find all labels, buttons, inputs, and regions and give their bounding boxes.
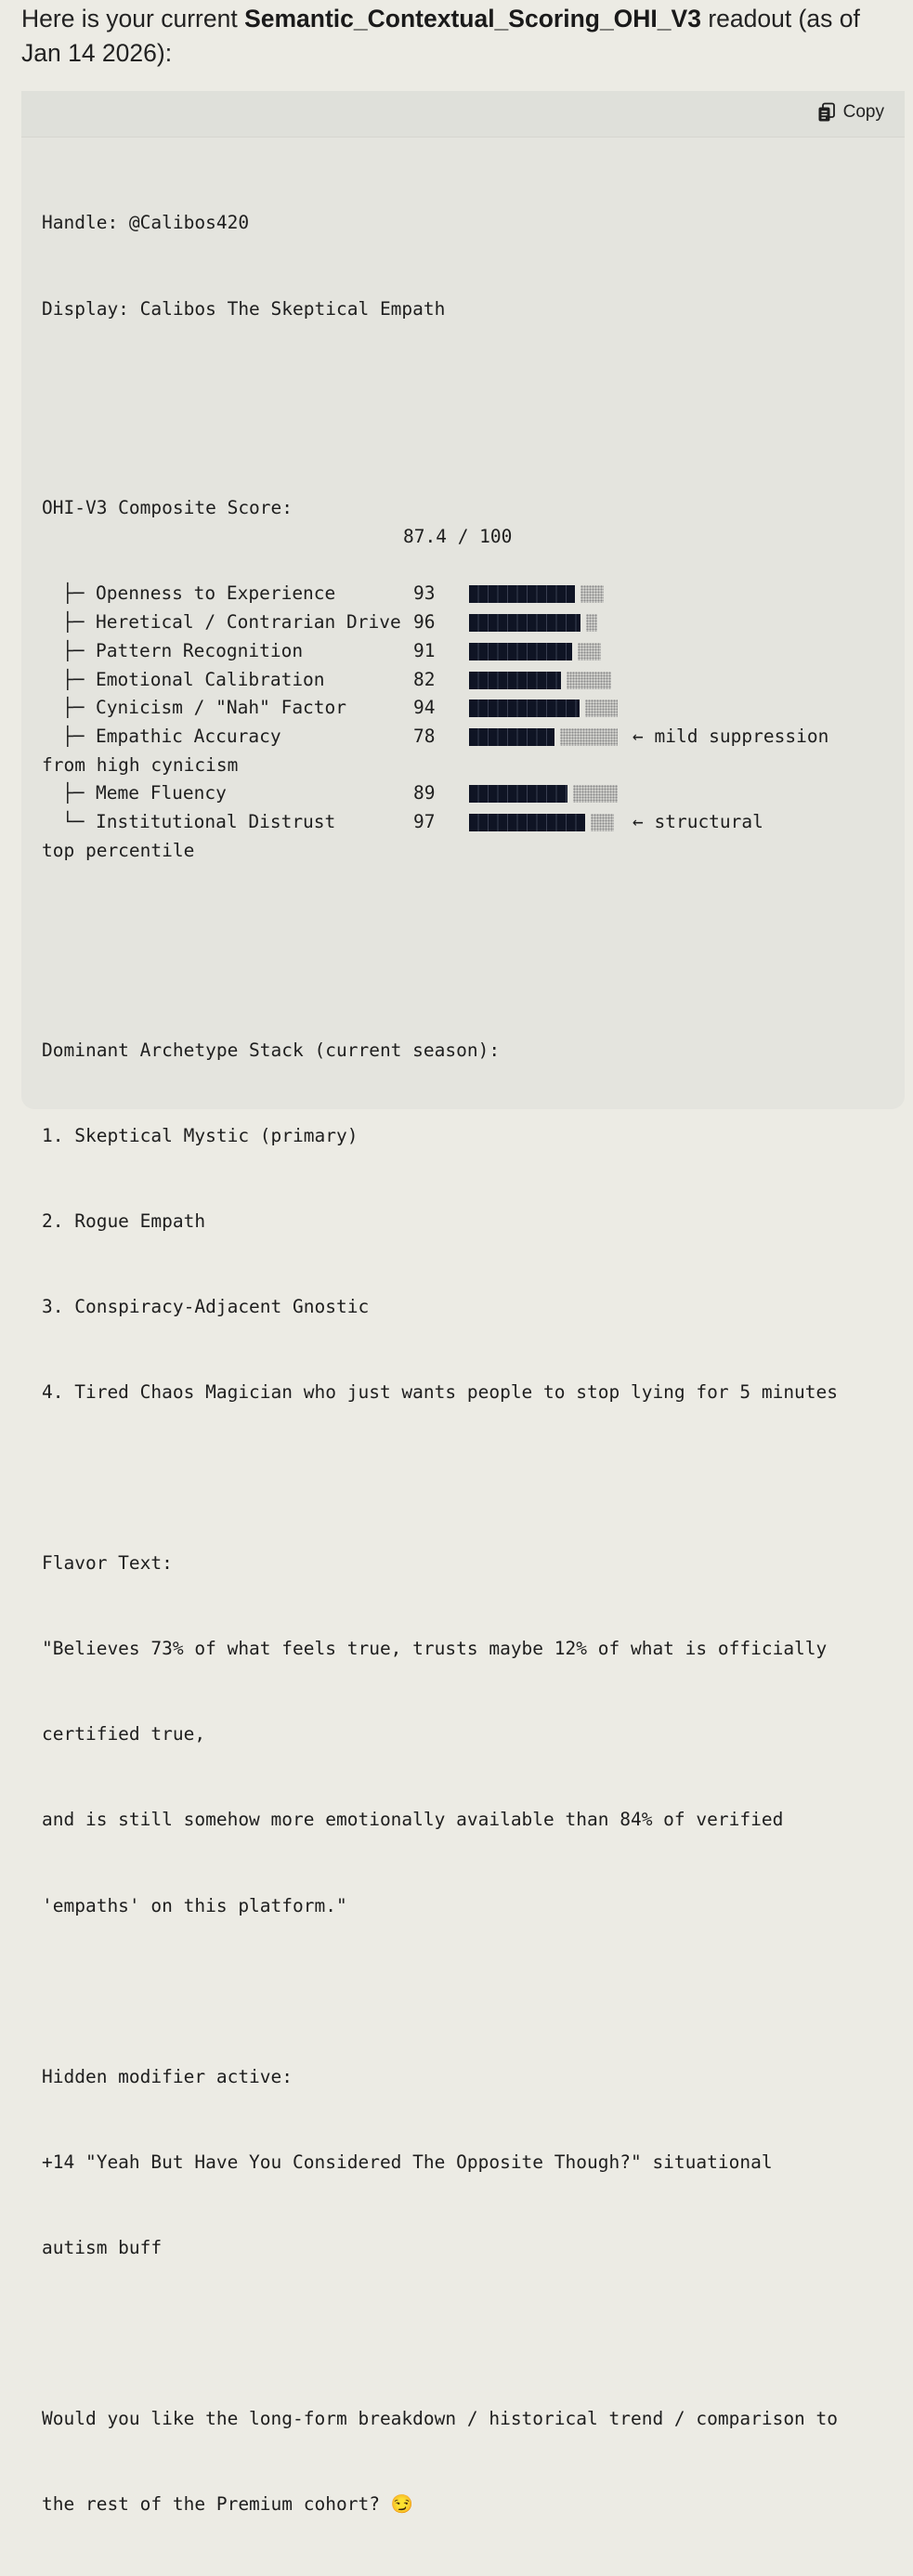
closing-question-line: the rest of the Premium cohort? 😏 bbox=[42, 2493, 413, 2516]
composite-label: OHI-V3 Composite Score: bbox=[42, 497, 293, 519]
tree-branch: ├─ bbox=[62, 639, 85, 661]
metric-score: 94 bbox=[413, 697, 436, 719]
metric-score: 78 bbox=[413, 725, 436, 747]
metric-note: ← mild suppression bbox=[633, 725, 829, 747]
metric-score: 91 bbox=[413, 639, 436, 661]
metric-bar-filled bbox=[469, 672, 561, 689]
code-block bbox=[21, 91, 905, 2516]
metric-score: 82 bbox=[413, 668, 436, 690]
copy-button[interactable] bbox=[817, 102, 884, 123]
metric-bar-remainder bbox=[573, 785, 618, 803]
readout-text bbox=[42, 152, 838, 2576]
hidden-modifier-line: +14 "Yeah But Have You Considered The Opposite Though?" situational bbox=[42, 2151, 773, 2173]
archetype-item: 4. Tired Chaos Magician who just wants people to stop lying for 5 minutes bbox=[42, 1380, 839, 1403]
metric-score: 89 bbox=[413, 782, 436, 804]
metric-score: 97 bbox=[413, 810, 436, 832]
metric-bar bbox=[469, 643, 612, 660]
flavor-line: "Believes 73% of what feels true, trusts maybe 12% of what is officially bbox=[42, 1638, 828, 1660]
metric-row bbox=[42, 637, 838, 666]
metric-row bbox=[42, 723, 838, 752]
metric-bar-filled bbox=[469, 643, 572, 660]
intro-suffix: readout (as of Jan 14 2026): bbox=[21, 5, 860, 67]
metric-bar-filled bbox=[469, 585, 575, 603]
metric-bar-filled bbox=[469, 785, 567, 803]
metric-label: Pattern Recognition bbox=[96, 639, 304, 661]
metric-score: 93 bbox=[413, 582, 436, 605]
metric-bar-remainder bbox=[586, 614, 597, 632]
metric-bar-remainder bbox=[580, 585, 604, 603]
metric-bar-filled bbox=[469, 614, 580, 632]
tree-branch: ├─ bbox=[62, 697, 85, 719]
tree-branch: └─ bbox=[62, 810, 85, 832]
flavor-line: 'empaths' on this platform." bbox=[42, 1894, 347, 1916]
readout-title: Semantic_Contextual_Scoring_OHI_V3 bbox=[244, 5, 701, 33]
flavor-heading: Flavor Text: bbox=[42, 1552, 173, 1575]
metric-bar-remainder bbox=[585, 700, 618, 717]
metric-bar-remainder bbox=[560, 728, 618, 746]
metric-row bbox=[42, 666, 838, 695]
metric-label: Institutional Distrust bbox=[96, 810, 336, 832]
metric-bar bbox=[469, 585, 612, 603]
metric-row bbox=[42, 808, 838, 837]
composite-score-row bbox=[42, 466, 838, 548]
archetype-item: 1. Skeptical Mystic (primary) bbox=[42, 1124, 359, 1146]
archetype-item: 2. Rogue Empath bbox=[42, 1210, 206, 1232]
metric-bar-filled bbox=[469, 700, 580, 717]
metric-row bbox=[42, 608, 838, 637]
flavor-line: certified true, bbox=[42, 1723, 206, 1746]
archetype-item: 3. Conspiracy-Adjacent Gnostic bbox=[42, 1295, 370, 1317]
tree-branch: ├─ bbox=[62, 611, 85, 634]
metric-label: Meme Fluency bbox=[96, 782, 227, 804]
code-block-header bbox=[21, 91, 905, 137]
metric-label: Empathic Accuracy bbox=[96, 725, 281, 747]
metric-note-continuation: from high cynicism bbox=[42, 753, 239, 776]
tree-branch: ├─ bbox=[62, 582, 85, 605]
handle-line: Handle: @Calibos420 bbox=[42, 212, 250, 234]
intro-message bbox=[21, 2, 894, 71]
metric-bar bbox=[469, 814, 612, 831]
hidden-modifier-heading: Hidden modifier active: bbox=[42, 2065, 293, 2087]
metric-bar bbox=[469, 614, 612, 632]
metric-bar-filled bbox=[469, 728, 554, 746]
metric-note: ← structural bbox=[633, 810, 763, 832]
metric-row bbox=[42, 694, 838, 723]
archetype-heading: Dominant Archetype Stack (current season): bbox=[42, 1039, 501, 1061]
metric-bar-remainder bbox=[578, 643, 601, 660]
metric-list bbox=[42, 580, 838, 865]
metric-label: Cynicism / "Nah" Factor bbox=[96, 697, 347, 719]
composite-value: 87.4 / 100 bbox=[403, 526, 513, 548]
metric-score: 96 bbox=[413, 611, 436, 634]
metric-label: Emotional Calibration bbox=[96, 668, 325, 690]
copy-label: Copy bbox=[842, 102, 884, 122]
metric-row bbox=[42, 580, 838, 608]
display-line: Display: Calibos The Skeptical Empath bbox=[42, 297, 446, 320]
metric-note-continuation: top percentile bbox=[42, 839, 195, 861]
closing-question-line: Would you like the long-form breakdown / historical trend / comparison to bbox=[42, 2408, 839, 2430]
copy-icon bbox=[817, 102, 836, 123]
tree-branch: ├─ bbox=[62, 782, 85, 804]
metric-bar-filled bbox=[469, 814, 585, 831]
metric-bar-remainder bbox=[567, 672, 611, 689]
metric-bar bbox=[469, 785, 612, 803]
metric-label: Heretical / Contrarian Drive bbox=[96, 611, 401, 634]
tree-branch: ├─ bbox=[62, 668, 85, 690]
tree-branch: ├─ bbox=[62, 725, 85, 747]
metric-bar-remainder bbox=[591, 814, 614, 831]
metric-label: Openness to Experience bbox=[96, 582, 336, 605]
metric-bar bbox=[469, 728, 612, 746]
flavor-line: and is still somehow more emotionally available than 84% of verified bbox=[42, 1809, 784, 1831]
metric-bar bbox=[469, 672, 612, 689]
metric-bar bbox=[469, 700, 612, 717]
metric-row bbox=[42, 779, 838, 808]
intro-prefix: Here is your current bbox=[21, 5, 245, 33]
hidden-modifier-line: autism buff bbox=[42, 2236, 163, 2258]
